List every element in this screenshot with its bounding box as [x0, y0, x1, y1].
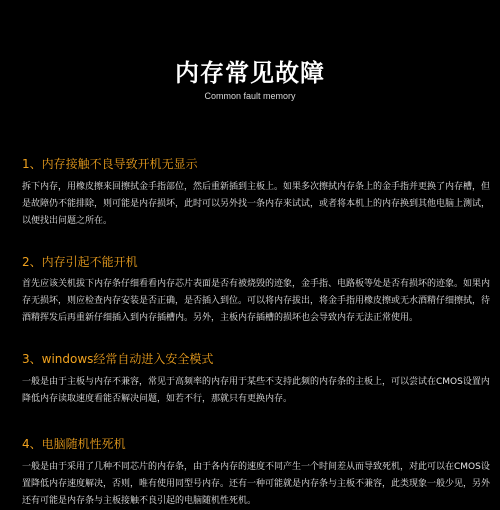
- body-line: 置降低内存速度解决，否则，唯有使用同型号内存。还有一种可能就是内存条与主板不兼容，此类现象一般少见，另外: [22, 479, 491, 489]
- section-body-3: [22, 374, 490, 408]
- page-title: 内存常见故障: [175, 59, 325, 87]
- body-line: 降低内存读取速度看能否解决问题，如若不行，那就只有更换内存。: [22, 394, 293, 404]
- body-line: 拆下内存，用橡皮擦来回擦拭金手指部位，然后重新插到主板上。如果多次擦拭内存条上的金手指并更换了内存槽，但: [22, 182, 491, 192]
- section-body-1: [22, 179, 491, 230]
- section-heading-3: 3、windows经常自动进入安全模式: [22, 352, 214, 366]
- body-line: 存无损坏，则应检查内存安装是否正确，是否插入到位。可以将内存拔出，将金手指用橡皮擦或无水酒精仔细擦拭，待: [22, 296, 491, 306]
- body-line: 一般是由于采用了几种不同芯片的内存条，由于各内存的速度不同产生一个时间差从而导致死机，对此可以在CMOS设: [22, 462, 490, 472]
- body-line: 首先应该关机拔下内存条仔细看看内存芯片表面是否有被烧毁的迹象，金手指、电路板等处是否有损坏的迹象。如果内: [22, 279, 491, 289]
- body-line: 还有可能是内存条与主板接触不良引起的电脑随机性死机。: [22, 496, 257, 506]
- body-line: 是故障仍不能排除，则可能是内存损坏，此时可以另外找一条内存来试试，或者将本机上的内存换到其他电脑上测试，: [22, 199, 491, 209]
- body-line: 一般是由于主板与内存不兼容，常见于高频率的内存用于某些不支持此频的内存条的主板上，可以尝试在CMOS设置内: [22, 377, 490, 387]
- body-line: 以便找出问题之所在。: [22, 216, 113, 226]
- section-body-4: [22, 459, 491, 510]
- page-subtitle: Common fault memory: [204, 91, 296, 101]
- body-line: 酒精挥发后再重新仔细插入到内存插槽内。另外，主板内存插槽的损坏也会导致内存无法正常使用。: [22, 313, 419, 323]
- section-body-2: [22, 276, 491, 327]
- section-heading-4: 4、电脑随机性死机: [22, 437, 126, 451]
- section-heading-1: 1、内存接触不良导致开机无显示: [22, 157, 198, 171]
- section-heading-2: 2、内存引起不能开机: [22, 255, 138, 269]
